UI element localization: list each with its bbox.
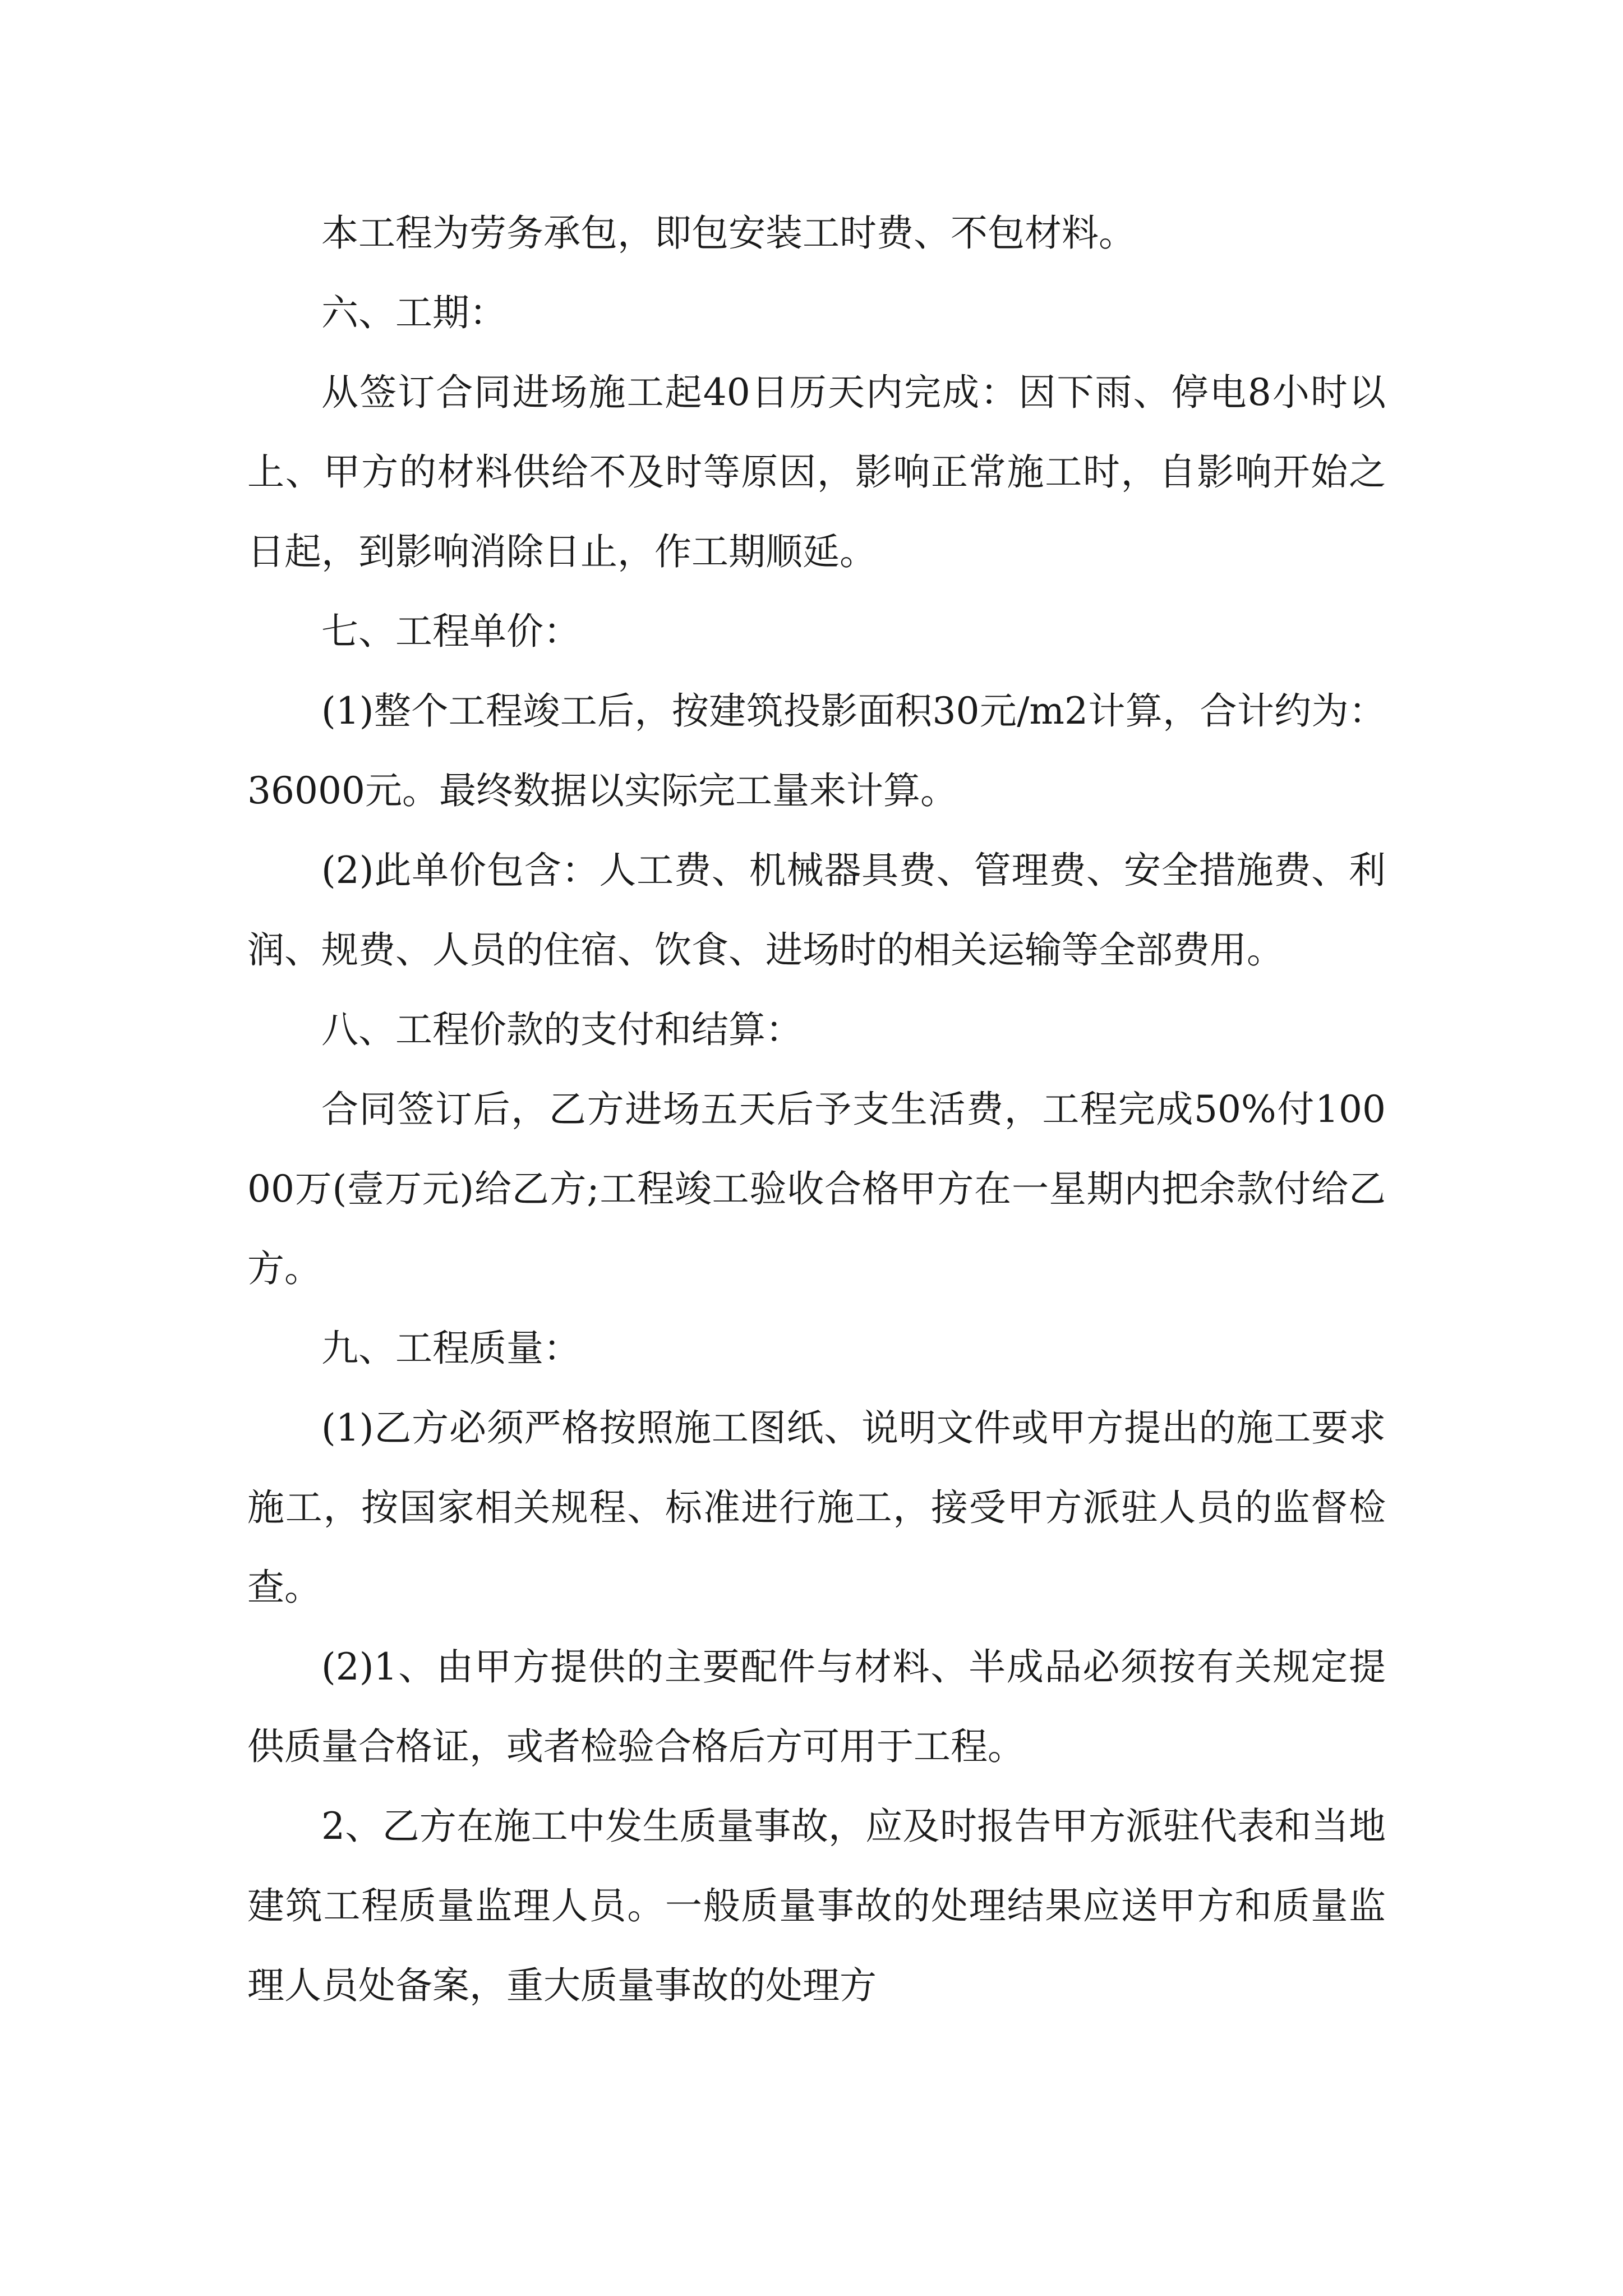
paragraph-construction-period: 从签订合同进场施工起40日历天内完成：因下雨、停电8小时以上、甲方的材料供给不及时等原因，影响正常施工时，自影响开始之日起，到影响消除日止，作工期顺延。 <box>247 371 1386 573</box>
heading-payment-settlement: 八、工程价款的支付和结算： <box>321 1008 803 1051</box>
document-body <box>247 194 1386 2026</box>
paragraph-quality-1: (1)乙方必须严格按照施工图纸、说明文件或甲方提出的施工要求施工，按国家相关规程、标准进行施工，接受甲方派驻人员的监督检查。 <box>247 1406 1386 1609</box>
paragraph-labor-contract: 本工程为劳务承包，即包安装工时费、不包材料。 <box>321 211 1136 255</box>
heading-unit-price: 七、工程单价： <box>321 610 580 653</box>
heading-construction-period: 六、工期： <box>321 291 506 334</box>
heading-project-quality: 九、工程质量： <box>321 1327 580 1370</box>
paragraph-quality-2: (2)1、由甲方提供的主要配件与材料、半成品必须按有关规定提供质量合格证，或者检验合格后方可用于工程。 <box>247 1645 1386 1768</box>
paragraph-unit-price-2: (2)此单价包含：人工费、机械器具费、管理费、安全措施费、利润、规费、人员的住宿、饮食、进场时的相关运输等全部费用。 <box>247 849 1386 972</box>
paragraph-quality-3: 2、乙方在施工中发生质量事故，应及时报告甲方派驻代表和当地建筑工程质量监理人员。一般质量事故的处理结果应送甲方和质量监理人员处备案，重大质量事故的处理方 <box>247 1805 1386 2007</box>
paragraph-unit-price-1: (1)整个工程竣工后，按建筑投影面积30元/m2计算，合计约为：36000元。最终数据以实际完工量来计算。 <box>247 689 1386 812</box>
paragraph-payment-settlement: 合同签订后，乙方进场五天后予支生活费，工程完成50%付10000万(壹万元)给乙方;工程竣工验收合格甲方在一星期内把余款付给乙方。 <box>247 1088 1386 1290</box>
